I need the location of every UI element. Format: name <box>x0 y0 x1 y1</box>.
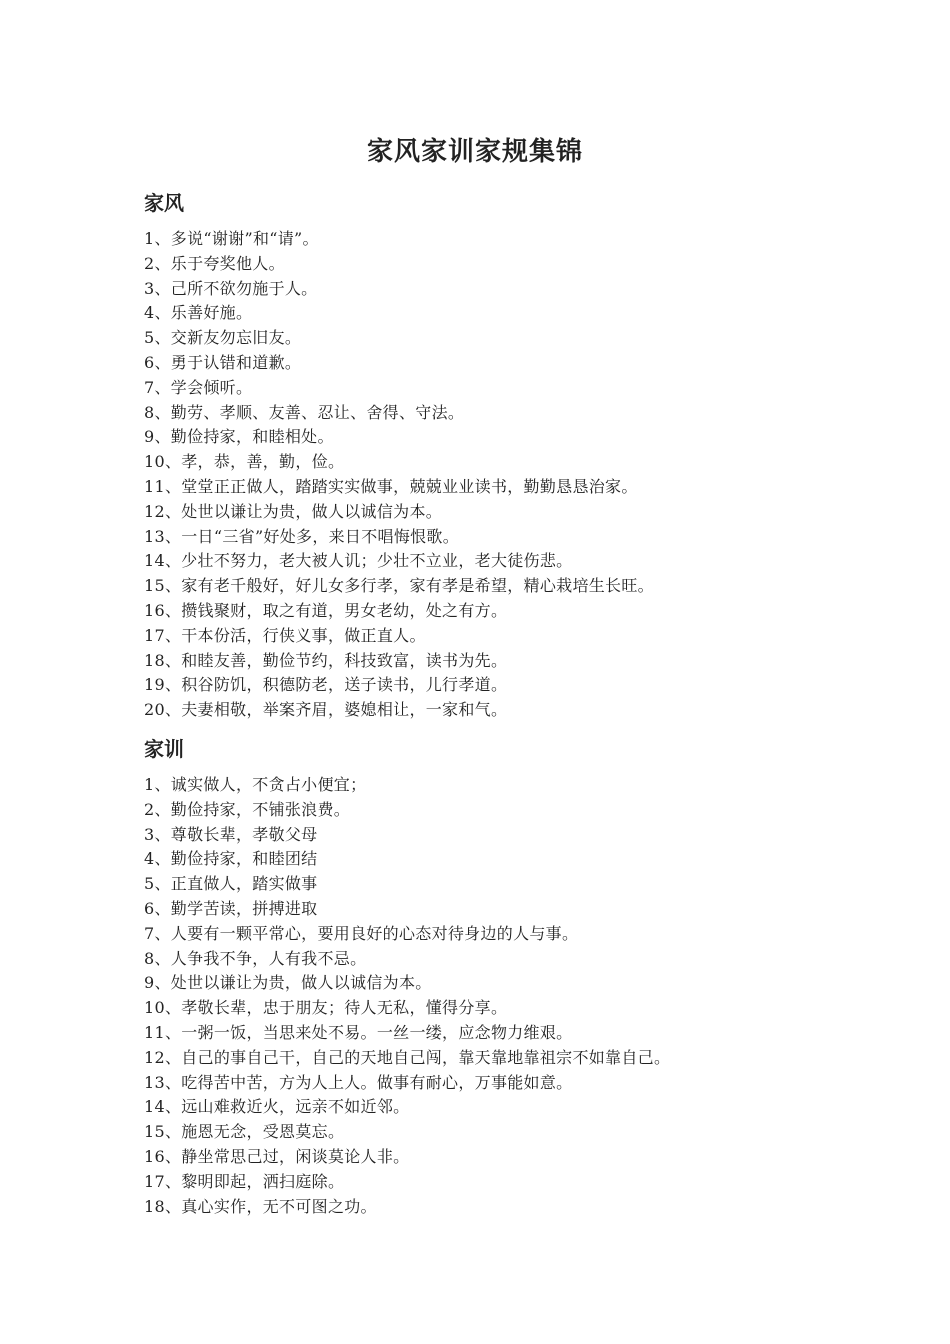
list-item: 10、孝敬长辈，忠于朋友；待人无私，懂得分享。 <box>144 998 508 1018</box>
list-item: 5、正直做人，踏实做事 <box>144 874 318 894</box>
list-item: 9、勤俭持家，和睦相处。 <box>144 427 334 447</box>
list-item: 5、交新友勿忘旧友。 <box>144 328 302 348</box>
list-item: 10、孝，恭，善，勤，俭。 <box>144 452 345 472</box>
list-item: 1、诚实做人，不贪占小便宜； <box>144 775 367 794</box>
section-jiaxun <box>144 731 864 1219</box>
list-item: 8、人争我不争，人有我不忌。 <box>144 948 367 968</box>
jiafeng-list <box>144 227 864 723</box>
section-heading-jiaxun: 家训 <box>144 737 184 761</box>
list-item: 12、自己的事自己干，自己的天地自己闯，靠天靠地靠祖宗不如靠自己。 <box>144 1047 671 1067</box>
list-item: 13、吃得苦中苦，方为人上人。做事有耐心，万事能如意。 <box>144 1072 573 1092</box>
list-item: 20、夫妻相敬，举案齐眉，婆媳相让，一家和气。 <box>144 700 508 720</box>
list-item: 18、真心实作，无不可图之功。 <box>144 1196 377 1216</box>
document-title: 家风家训家规集锦 <box>366 137 583 167</box>
list-item: 2、乐于夸奖他人。 <box>144 253 285 273</box>
list-item: 19、积谷防饥，积德防老，送子读书，儿行孝道。 <box>144 675 508 695</box>
list-item: 13、一日“三省”好处多，来日不唱悔恨歌。 <box>144 526 460 546</box>
jiaxun-list <box>144 773 864 1219</box>
list-item: 1、多说“谢谢”和“请”。 <box>144 229 319 248</box>
list-item: 4、乐善好施。 <box>144 303 253 323</box>
list-item: 3、尊敬长辈，孝敬父母 <box>144 824 318 844</box>
list-item: 3、己所不欲勿施于人。 <box>144 278 318 298</box>
list-item: 2、勤俭持家，不铺张浪费。 <box>144 799 351 819</box>
list-item: 18、和睦友善，勤俭节约，科技致富，读书为先。 <box>144 650 508 670</box>
list-item: 9、处世以谦让为贵，做人以诚信为本。 <box>144 973 432 993</box>
list-item: 16、静坐常思己过，闲谈莫论人非。 <box>144 1146 410 1166</box>
list-item: 11、堂堂正正做人，踏踏实实做事，兢兢业业读书，勤勤恳恳治家。 <box>144 476 638 496</box>
list-item: 12、处世以谦让为贵，做人以诚信为本。 <box>144 501 443 521</box>
list-item: 8、勤劳、孝顺、友善、忍让、舍得、守法。 <box>144 402 465 422</box>
list-item: 6、勇于认错和道歉。 <box>144 352 302 372</box>
list-item: 7、人要有一颗平常心，要用良好的心态对待身边的人与事。 <box>144 923 579 943</box>
list-item: 14、远山难救近火，远亲不如近邻。 <box>144 1097 410 1117</box>
list-item: 4、勤俭持家，和睦团结 <box>144 849 318 869</box>
list-item: 15、施恩无念，受恩莫忘。 <box>144 1122 345 1142</box>
section-heading-jiafeng: 家风 <box>144 191 184 215</box>
list-item: 11、一粥一饭，当思来处不易。一丝一缕，应念物力维艰。 <box>144 1022 573 1042</box>
list-item: 15、家有老千般好，好儿女多行孝，家有孝是希望，精心栽培生长旺。 <box>144 576 654 596</box>
list-item: 17、黎明即起，洒扫庭除。 <box>144 1171 345 1191</box>
list-item: 6、勤学苦读，拼搏进取 <box>144 898 318 918</box>
list-item: 14、少壮不努力，老大被人讥；少壮不立业，老大徒伤悲。 <box>144 551 573 571</box>
section-jiafeng <box>144 185 864 723</box>
list-item: 17、干本份活，行侠义事，做正直人。 <box>144 625 426 645</box>
list-item: 16、攒钱聚财，取之有道，男女老幼，处之有方。 <box>144 600 508 620</box>
list-item: 7、学会倾听。 <box>144 377 253 397</box>
